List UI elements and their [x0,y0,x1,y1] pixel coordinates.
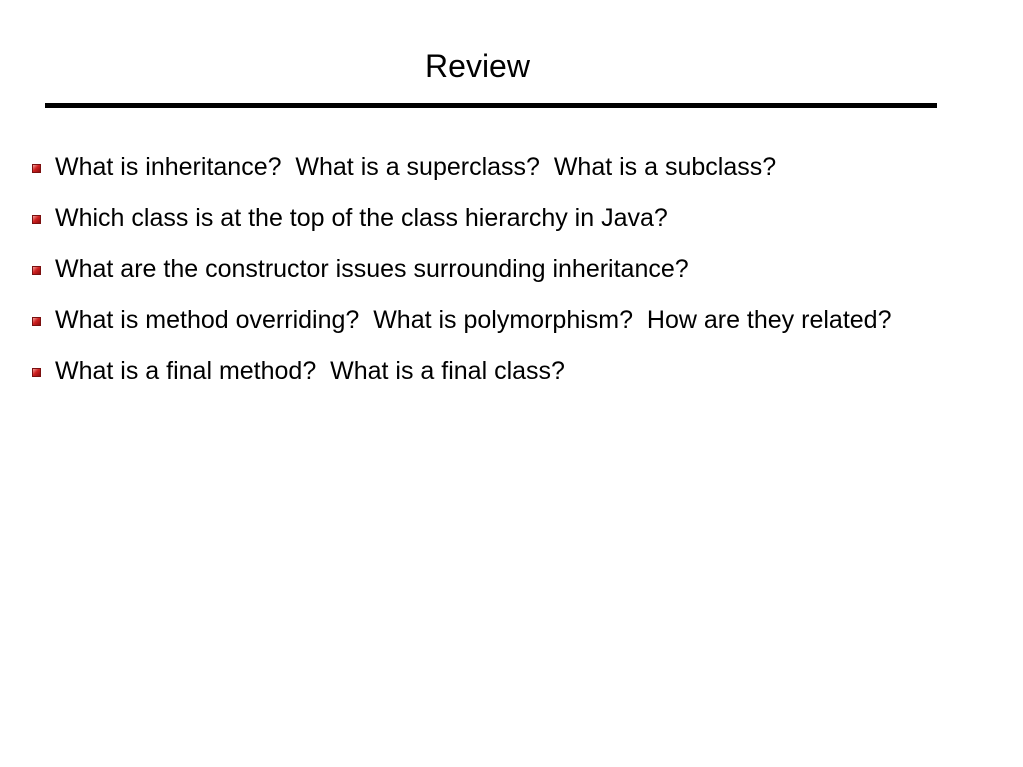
list-item [30,149,1005,185]
list-item [30,251,1005,287]
bullet-text: What are the constructor issues surrounding inheritance? [55,255,689,283]
square-bullet-icon [32,215,41,224]
square-bullet-icon [32,266,41,275]
list-item [30,302,1005,338]
bullet-text: Which class is at the top of the class hierarchy in Java? [55,204,668,232]
list-item [30,353,1005,389]
list-item [30,200,1005,236]
bullet-text: What is a final method? What is a final class? [55,357,565,385]
title-divider [45,103,937,108]
square-bullet-icon [32,368,41,377]
square-bullet-icon [32,164,41,173]
slide-title: Review [425,48,530,84]
bullet-text: What is inheritance? What is a superclass? What is a subclass? [55,153,777,181]
square-bullet-icon [32,317,41,326]
bullet-text: What is method overriding? What is polymorphism? How are they related? [55,306,892,334]
review-question-list [30,149,1005,404]
